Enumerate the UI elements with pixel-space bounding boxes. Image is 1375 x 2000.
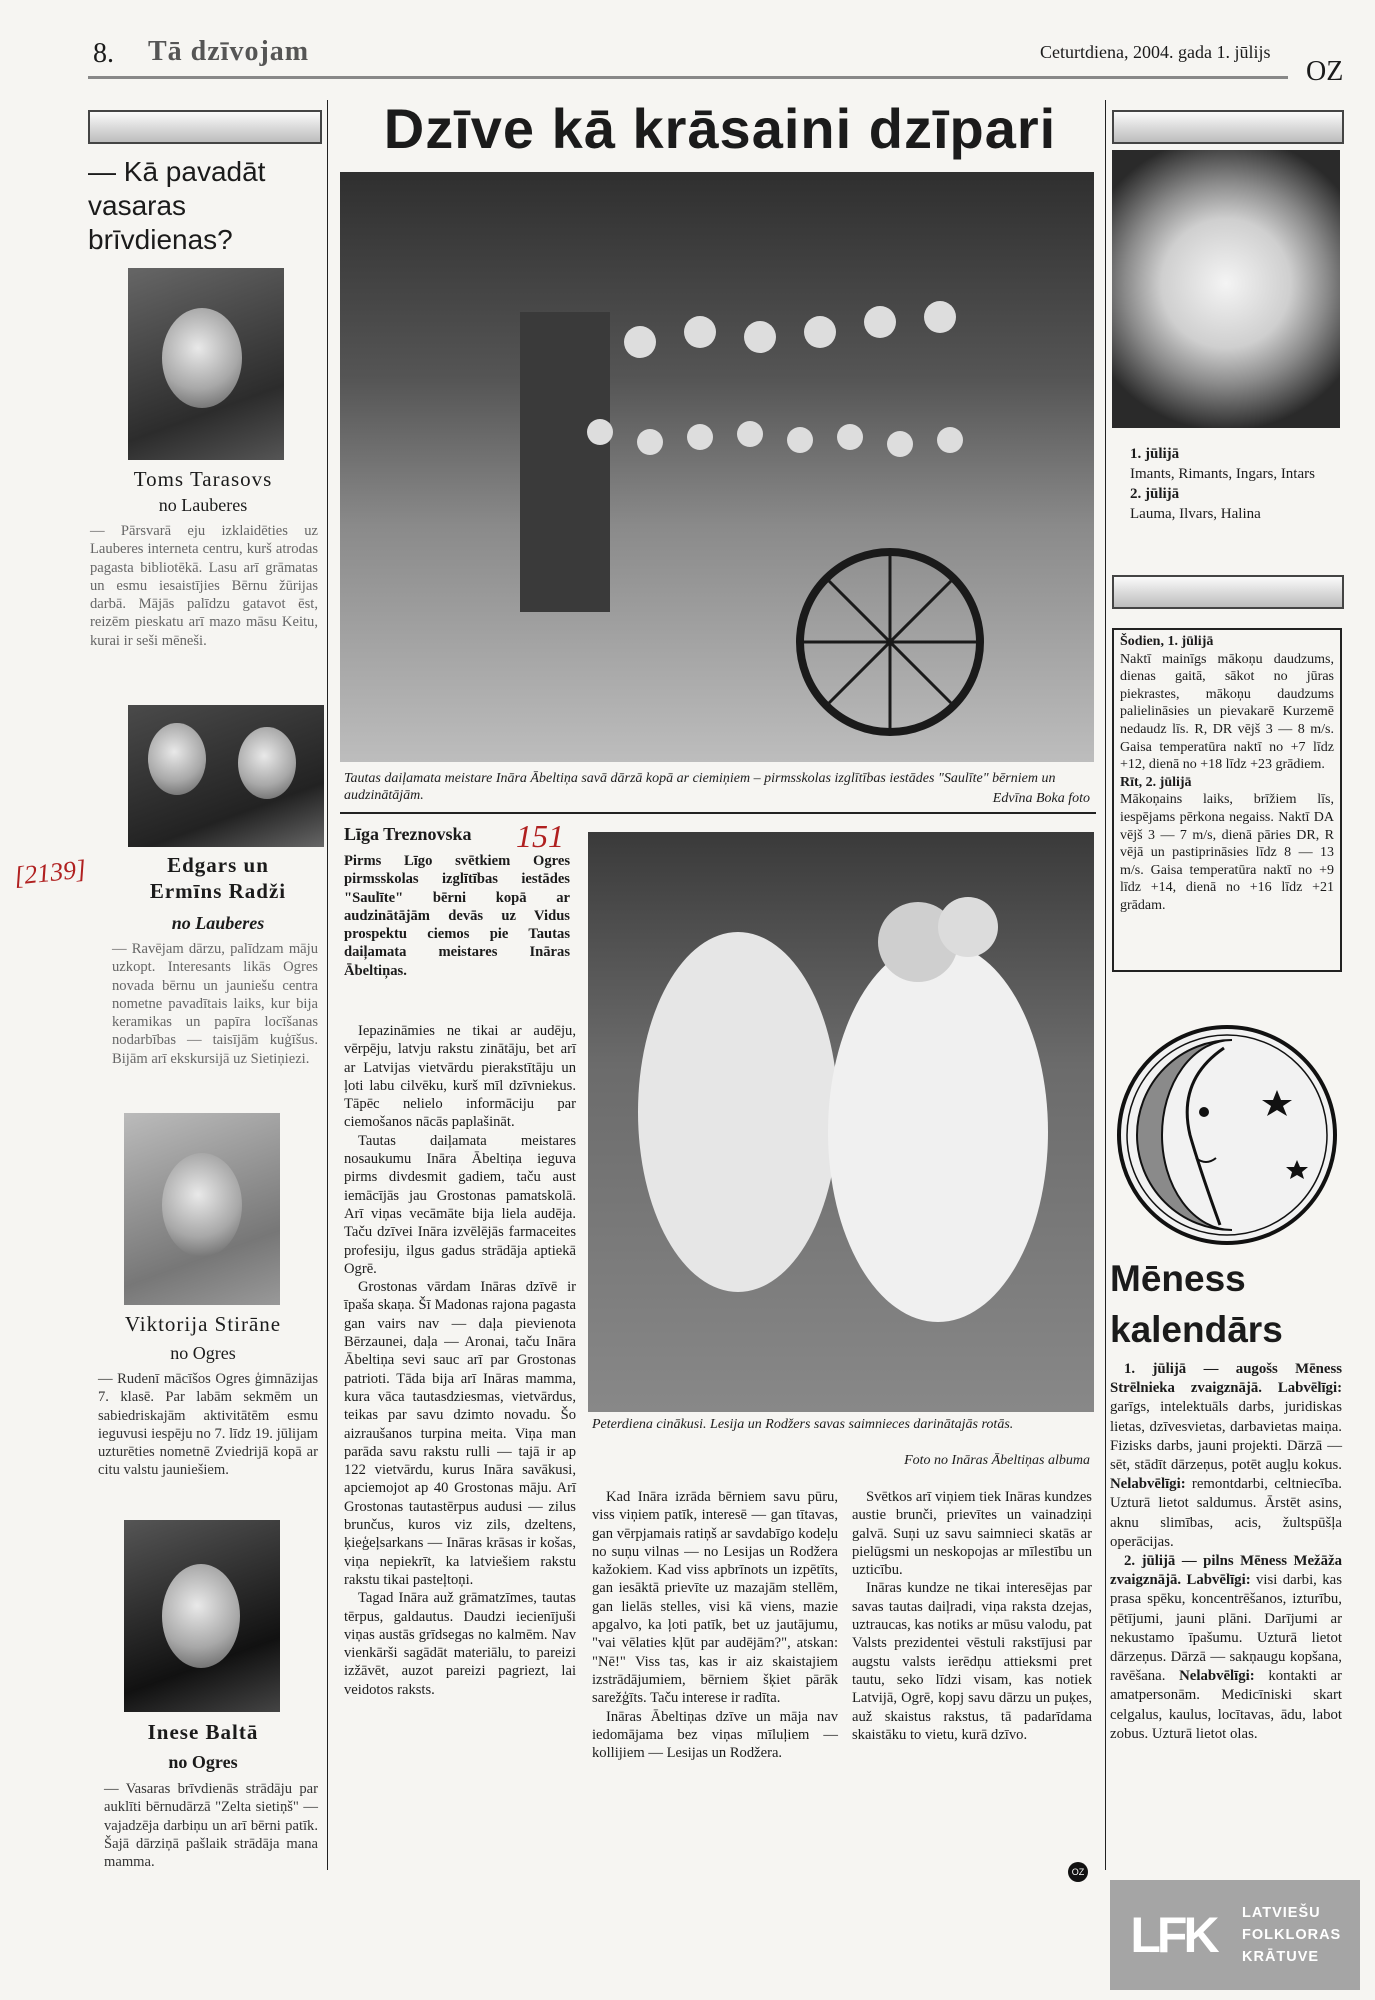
person-name: Inese Baltā (147, 1720, 259, 1744)
moon-entry (1110, 1552, 1342, 1744)
dogs-photo (588, 832, 1094, 1412)
portrait-photo-radzi (128, 705, 324, 847)
article-column-1 (344, 1022, 576, 1699)
portrait-photo-toms (128, 268, 284, 460)
unfavorable-text: remontdarbi, celtniecība. Uzturā lietot saldumus. Ārstēt asins, aknu slimības, acis, žultspūšļa operācijas. (1110, 1476, 1342, 1550)
article-lead: Pirms Līgo svētkiem Ogres pirmsskolas izglītības iestādes "Saulīte" bērni kopā ar audzinātājām devās uz Vidus prospektu ciemos pie Tautas daiļamata meistares Ināras Ābeltiņas. (344, 853, 570, 979)
portrait-photo-inese (124, 1520, 280, 1712)
column-divider (327, 100, 328, 1870)
unfavorable-label: Nelabvēlīgi: (1179, 1668, 1255, 1685)
archive-stamp-line: KRĀTUVE (1242, 1949, 1320, 1965)
end-of-article-mark: OZ (1068, 1862, 1088, 1882)
archive-number-annotation: [2139] (12, 854, 88, 891)
photo-caption: Tautas daiļamata meistare Ināra Ābeltiņa savā dārzā kopā ar ciemiņiem – pirmsskolas izglītības iestādes "Saulīte" bērniem un audzinātājām. (344, 771, 1056, 803)
name-day-names: Imants, Rimants, Ingars, Intars (1130, 466, 1315, 482)
article-column-2 (592, 1488, 838, 1762)
paragraph: Grostonas vārdam Ināras dzīvē ir īpaša skaņa. Šī Madonas rajona pagasta gan vairs nav — daļa pievienota Bērzaunei, daļa — Aronai, taču Ināra Ābeltiņa sevi sauc arī par Grostonas patrioti. Tāda bija arī Ināras mamma, kura vāca tautasdziesmas, vietvārdus, teikas par savu dzimto novadu. Šo aizraušanos turpina meita. Viņa man parāda savu rakstu rulli — tajā ir ap 122 vietvārdu, kurus Ināra savākusi, apciemojot ap 40 Grostonas māju. Arī Grostonas tautastērpus audusi — zilus brunčus, kuros viz zils, dzeltens, ķieģeļsarkans — Ināras krāsas ir košas, viņa nepiekrīt, ka latviešiem rakstu rakstu tikai pasteļtoņi. (344, 1279, 576, 1588)
archive-stamp-line: FOLKLORAS (1242, 1927, 1342, 1943)
paragraph: Tautas daiļamata meistares nosaukumu Ināra Ābeltiņa ieguva pirms divdesmit gadiem, taču aust iemācījās jau Grostonas pamatskolā. Arī viņas vecāmāte bija liela audēja. Taču dzīvei Ināra izvēlējās farmaceites profesiju, ilgus gadus strādāja aptiekā Ogrē. (344, 1132, 576, 1277)
person-origin: no Ogres (168, 1752, 238, 1772)
page-number: 8. (93, 38, 114, 69)
portrait-photo-viktorija (124, 1113, 280, 1305)
person-name: Toms Tarasovs (133, 467, 273, 491)
left-section-banner (88, 110, 322, 144)
moon-face-illustration (1112, 1020, 1342, 1250)
weather-box (1112, 628, 1342, 972)
spinning-wheel-illustration (340, 172, 1094, 762)
favorable-text: garīgs, intelektuāls darbs, juridiskas lietas, dzīvesvietas, darbavietas maiņa. Fizisks darbs, jauni projekti. Dārzā — sēt, stādīt dārzeņus, potēt augļu kokus. (1110, 1399, 1342, 1474)
paragraph: Tagad Ināra auž grāmatzīmes, tautas tērpus, galdautus. Daudzi iecienījuši viņas austās grīdsegas no kalmēm. Nav vienkārši sagādāt materiālu, to pareizi izžāvēt, auzot pareizi pagriezt, lai veidotos raksts. (344, 1590, 576, 1698)
person-origin: no Lauberes (158, 495, 248, 515)
caption-rule (340, 812, 1096, 814)
paragraph: Iepazināmies ne tikai ar audēju, vērpēju, latvju rakstu zinātāju, bet arī ar Latvijas vietvārdu pierakstītāju un ļoti labu cilvēku, kurš mīl dzīvniekus. Tāpēc nelielo informāciju par ciemošanos nācās paplašināt. (344, 1023, 576, 1131)
column-divider (1105, 100, 1106, 1870)
group-photo-garden (340, 172, 1094, 762)
weather-day-label: Rīt, 2. jūlijā (1120, 774, 1192, 790)
weather-day-label: Šodien, 1. jūlijā (1120, 634, 1214, 649)
collie-dogs-illustration (588, 832, 1094, 1412)
archive-stamp (1110, 1880, 1360, 1990)
unfavorable-text: kontakti ar amatpersonām. Medicīniski skart celgalus, kaulus, locītavas, ādu, labot zobus. Uzturā lietot olas. (1110, 1668, 1342, 1742)
person-answer: — Rudenī mācīšos Ogres ģimnāzijas 7. klasē. Par labām sekmēm un sabiedriskajām aktivitātēm esmu ieguvusi iespēju no 7. līdz 19. jūlijam uzturēties nometnē Zviedrijā kopā ar citu valstu jauniešiem. (98, 1371, 318, 1479)
header-rule (88, 76, 1288, 79)
weather-forecast: Naktī mainīgs mākoņu daudzums, dienas gaitā, sākot no jūras piekrastes, mākoņu daudzums palielināsies un pievakarē Kurzemē nedaudz līs. R, DR vējš 3 — 8 m/s. Gaisa temperatūra naktī no +7 līdz +12, dienā no +18 līdz +23 grādiem. (1120, 651, 1334, 773)
section-title: Tā dzīvojam (148, 36, 310, 67)
moon-entry-heading: 2. jūlijā — pilns Mēness Mežāža zvaigznājā. (1110, 1553, 1342, 1589)
favorable-label: Labvēlīgi: (1186, 1572, 1251, 1589)
article-headline: Dzīve kā krāsaini dzīpari (383, 97, 1057, 160)
person-origin: no Ogres (170, 1343, 236, 1363)
name-day-date: 2. jūlijā (1130, 486, 1180, 502)
paragraph: Svētkos arī viņiem tiek Ināras kundzes austie brunči, prievītes un vainadziņi galvā. Suņi uz savu saimnieci skatās ar pielūgsmi un neskopojas ar mīlestību un uzticību. (852, 1489, 1092, 1579)
weather-banner (1112, 575, 1344, 609)
moon-entry (1110, 1360, 1342, 1552)
favorable-text: visi darbi, kas prasa spēku, koncentrēšanos, izturību, pētījumi, jauni plāni. Darījumi ar nekustamo īpašumu. Uzturā lietot dārzeņus. Dārzā — sakņaugu kopšana, ravēšana. (1110, 1572, 1342, 1685)
vox-question: — Kā pavadāt vasaras brīvdienas? (88, 156, 266, 255)
header-date: Ceturtdiena, 2004. gada 1. jūlijs (1040, 42, 1271, 62)
unfavorable-label: Nelabvēlīgi: (1110, 1476, 1186, 1493)
person-origin: no Lauberes (171, 913, 265, 933)
paragraph: Ināras Ābeltiņas dzīve un māja nav iedomājama bez viņas mīluļiem — kollijiem — Lesijas un Rodžera. (592, 1708, 838, 1762)
name-days-list (1130, 444, 1340, 524)
article-column-3 (852, 1488, 1092, 1744)
weather-forecast: Mākoņains laiks, brīžiem līs, iespējams pērkona negaiss. Naktī DA vējš 3 — 7 m/s, dienā pāries DR, R vējā un pastiprināsies līdz 8 — 13 m/s. Gaisa temperatūra naktī no +9 līdz +14, dienā no +16 līdz +21 grādam. (1120, 792, 1334, 913)
person-name: Edgars un Ermīns Radži (149, 853, 287, 903)
name-day-date: 1. jūlijā (1130, 446, 1180, 462)
archive-stamp-line: LATVIEŠU (1242, 1905, 1321, 1921)
person-answer: — Ravējam dārzu, palīdzam māju uzkopt. Interesants likās Ogres novada bērnu un jauniešu centra nometne pavadītais laiks, kur bija keramikas un papīra locīšanas nodarbības — taisījām kuģīšus. Bijām arī ekskursijā uz Sietiņiezi. (112, 941, 318, 1067)
photo-credit: Edvīna Boka foto (992, 791, 1090, 806)
header-logo: OZ (1306, 56, 1344, 87)
name-day-names: Lauma, Ilvars, Halina (1130, 506, 1261, 522)
paragraph: Kad Ināra izrāda bērniem savu pūru, viss viņiem patīk, interesē — gan tītavas, gan vērpjamais ratiņš ar savdabīgo kodeļu no suņu vilnas — no Lesijas un Rodžera kažokiem. Kad viss apbrīnots un izpētīts, gan iesāktā prievīte uz mazajām stellēm, gan lielās stelles, visi kā viens, mazie apgalvo, ka ļoti patīk, bet uz jautājumu, "vai vēlaties kļūt par audējām?", atskan: "Nē!" Viss tas, kas ir aiz skaistajiem izstrādājumiem, bērniem šķiet pārāk sarežģīts. Taču interese ir radīta. (592, 1489, 838, 1707)
favorable-label: Labvēlīgi: (1277, 1380, 1342, 1397)
person-answer: — Pārsvarā eju izklaidēties uz Lauberes interneta centru, kurš atrodas pagasta bibliotēkā. Lasu arī grāmatas un esmu iesaistījies Bērnu žūrijas darbā. Mājās palīdzu gatavot ēst, reizēm pieskatu arī mazo māsu Keitu, kurai ir seši mēneši. (90, 523, 318, 649)
name-days-banner (1112, 110, 1344, 144)
archive-page-annotation: 151 (516, 818, 564, 854)
paragraph: Ināras kundze ne tikai interesējas par savas tautas daiļradi, viņa raksta dzejas, uztraucas, kas notiks ar mūsu valodu, pat Valsts prezidentei vēstuli rakstījusi par augstu valsts ierēdņu attieksmi pret tautu, seko līdzi visam, kas notiek Latvijā, Ogrē, kopj savu dārzu un puķes, auž skaistus rakstus, tā padarīdama skaistāku to vietu, kurā dzīvo. (852, 1580, 1092, 1743)
moon-entry-heading: 1. jūlijā — augošs Mēness Strēlnieka zvaigznājā. (1110, 1361, 1342, 1397)
article-author: Līga Treznovska (344, 824, 472, 844)
photo-caption: Peterdiena cinākusi. Lesija un Rodžers savas saimnieces darinātajās rotās. (592, 1417, 1014, 1432)
moon-calendar-text (1110, 1360, 1342, 1744)
photo-credit: Foto no Ināras Ābeltiņas albuma (904, 1453, 1090, 1468)
person-name: Viktorija Stirāne (124, 1312, 282, 1336)
archive-stamp-logo: LFK (1130, 1907, 1216, 1963)
person-answer: — Vasaras brīvdienās strādāju par auklīti bērnudārzā "Zelta sietiņš" — vajadzēja darbiņu un arī bērni patīk. Šajā dārziņā pašlaik strādāja mana mamma. (104, 1781, 318, 1871)
flower-photo (1112, 150, 1340, 428)
moon-calendar-title: Mēness kalendārs (1110, 1258, 1283, 1350)
